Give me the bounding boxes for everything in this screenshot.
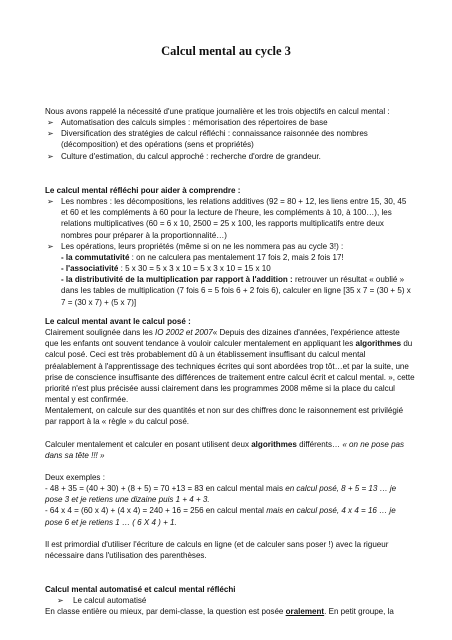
arrow-bullet-icon: ➢	[47, 241, 54, 251]
section-heading: Le calcul mental réfléchi pour aider à comprendre :	[45, 186, 241, 195]
section-automatise	[45, 584, 415, 617]
section-heading: Le calcul mental avant le calcul posé :	[45, 317, 191, 326]
example-line: - 48 + 35 = (40 + 30) + (8 + 5) = 70 +13 = 83 en calcul mental mais en calcul posé, 8 + 5 = 13 … je pose 3 et je retiens une dizaine puis 1 + 4 + 3.	[45, 484, 397, 505]
arrow-bullet-icon: ➢	[47, 118, 54, 128]
section-bullet: ➢ Le calcul automatisé	[57, 596, 147, 606]
example-line: - 64 x 4 = (60 x 4) + (4 x 4) = 240 + 16 = 256 en calcul mental mais en calcul posé, 4 x 4 = 16 … je pose 6 et je retiens 1 … ( 6 X 4 ) + 1.	[45, 506, 396, 527]
examples-label: Deux exemples :	[45, 472, 105, 482]
associativity-line: - l'associativité : 5 x 30 = 5 x 3 x 10 = 5 x 3 x 10 = 15 x 10	[61, 264, 271, 274]
intro-bullet: ➢ Diversification des stratégies de calcul réfléchi : connaissance raisonnée des nombres (décomposition) et des opérations (sens et propriétés)	[47, 129, 368, 150]
arrow-bullet-icon: ➢	[47, 197, 54, 207]
section-bullet: ➢ Les opérations, leurs propriétés (même si on ne les nommera pas au cycle 3!) :	[47, 241, 344, 251]
intro-lead: Nous avons rappelé la nécessité d'une pratique journalière et les trois objectifs en calcul mental :	[45, 107, 390, 116]
intro-bullet: ➢ Automatisation des calculs simples : mémorisation des répertoires de base	[47, 118, 328, 128]
intro-section	[45, 106, 415, 162]
distributivity-line: - la distributivité de la multiplication par rapport à l'addition : retrouver un résultat « oublié » dans les tables de multiplication (7 fois 6 = 5 fois 6 + 2 fois 6), calculer en ligne [35 x 7 = (30 + 5) x 7 = (30 x 7) + (5 x 7)]	[61, 275, 411, 307]
section-calcul-reflechi	[45, 185, 415, 308]
paragraph: En classe entière ou mieux, par demi-classe, la question est posée oralement. En petit groupe, la	[45, 607, 394, 617]
section-bullet: ➢ Les nombres : les décompositions, les relations additives (92 = 80 + 12, les liens entre 15, 30, 45 et 60 et les compléments à 60 pour la lecture de l'heure, les compléments à 10, à 100…), les relations multiplicatives (60 = 6 x 10, 2500 = 25 x 100, les rapports multiplicatifs entre deux nombres pour préparer à la proportionnalité…)	[47, 197, 407, 240]
arrow-bullet-icon: ➢	[57, 596, 64, 606]
arrow-bullet-icon: ➢	[47, 129, 54, 139]
arrow-bullet-icon: ➢	[47, 151, 54, 161]
paragraph: Calculer mentalement et calculer en posant utilisent deux algorithmes différents… « on ne pose pas dans sa tête !!! »	[45, 439, 405, 460]
intro-bullet: ➢ Culture d'estimation, du calcul approché : recherche d'ordre de grandeur.	[47, 151, 321, 161]
paragraph: Mentalement, on calcule sur des quantités et non sur des chiffres donc le raisonnement est privilégié par rapport à la « règle » du calcul posé.	[45, 406, 404, 427]
commutativity-line: - la commutativité : on ne calculera pas mentalement 17 fois 2, mais 2 fois 17!	[61, 252, 344, 262]
paragraph: Clairement soulignée dans les IO 2002 et 2007« Depuis des dizaines d'années, l'expérience atteste que les enfants ont souvent tendance à vouloir calculer mentalement en appliquant les algorithmes du calcul posé. Ceci est très probablement dû à un établissement insuffisant du calcul mental préalablement à l'apprentissage des techniques écrites qui sont abordées trop tôt…et par la suite, une prise de conscience insuffisante des différences de traitement entre calcul écrit et calcul mental. », cette priorité n'est plus précisée aussi clairement dans les programmes 2008 même si la place du calcul mental y est confirmée.	[45, 328, 415, 405]
section-heading: Calcul mental automatisé et calcul mental réfléchi	[45, 585, 236, 594]
page-title: Calcul mental au cycle 3	[161, 44, 291, 58]
paragraph: Il est primordial d'utiliser l'écriture de calculs en ligne (et de calculer sans poser !) avec la rigueur nécessaire dans l'utilisation des parenthèses.	[45, 539, 389, 560]
section-calcul-avant-pose	[45, 316, 415, 561]
